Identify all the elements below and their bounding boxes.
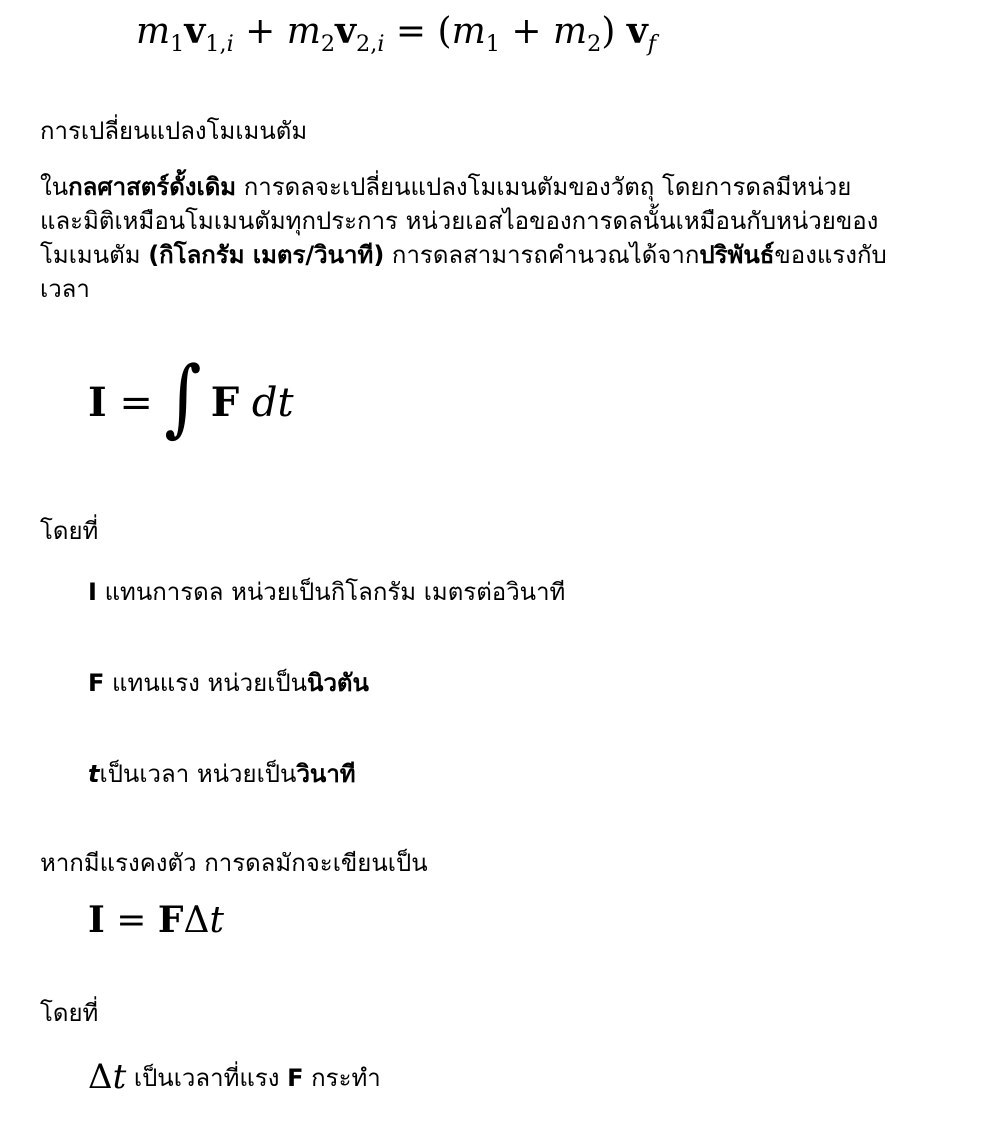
intro-text: ของแรงกับ — [774, 241, 887, 269]
where-label: โดยที่ — [40, 517, 99, 545]
intro-text: เวลา — [40, 275, 90, 303]
definition-text: แทนแรง หน่วยเป็น — [104, 669, 308, 697]
definition-impulse — [88, 575, 565, 609]
definition-text: เป็นเวลาที่แรง — [126, 1064, 288, 1092]
symbol-f: F — [287, 1064, 304, 1092]
definition-delta-t — [88, 1057, 381, 1097]
symbol-t: t — [88, 760, 100, 788]
unit-text: (กิโลกรัม เมตร/วินาที) — [148, 241, 385, 269]
definition-text: เป็นเวลา หน่วยเป็น — [99, 760, 297, 788]
second-link[interactable]: วินาที — [296, 760, 356, 788]
impulse-integral-equation: I = ∫ F dt — [88, 348, 294, 446]
impulse-constant-equation: I = FΔt — [88, 899, 224, 941]
intro-text: การดลจะเปลี่ยนแปลงโมเมนตัมของวัตถุ โดยการดลมีหน่วย — [236, 173, 852, 201]
section-heading: การเปลี่ยนแปลงโมเมนตัม — [40, 117, 308, 145]
delta-t-symbol: Δt — [88, 1057, 127, 1097]
intro-text: การดลสามารถคำนวณได้จาก — [384, 241, 700, 269]
intro-text: และมิติเหมือนโมเมนตัมทุกประการ หน่วยเอสไอของการดลนั้นเหมือนกับหน่วยของ — [40, 207, 879, 235]
newton-link[interactable]: นิวตัน — [307, 669, 369, 697]
symbol-i: I — [88, 578, 97, 606]
intro-text: โมเมนตัม — [40, 241, 149, 269]
symbol-f: F — [88, 669, 105, 697]
classical-mechanics-link[interactable]: กลศาสตร์ดั้งเดิม — [68, 173, 237, 201]
definition-time — [88, 757, 356, 791]
collision-equation: $m_1v_{1,i} + m_2v_{2,i} = (m_1 + m_2)$ $v_f$ — [136, 10, 657, 57]
constant-force-text: หากมีแรงคงตัว การดลมักจะเขียนเป็น — [40, 849, 428, 877]
intro-paragraph — [40, 170, 970, 306]
definition-text: แทนการดล หน่วยเป็นกิโลกรัม เมตรต่อวินาที — [96, 578, 566, 606]
where-label: โดยที่ — [40, 999, 99, 1027]
definition-force — [88, 666, 369, 700]
integral-link[interactable]: ปริพันธ์ — [699, 241, 775, 269]
intro-text: ใน — [40, 173, 69, 201]
definition-text: กระทำ — [303, 1064, 381, 1092]
